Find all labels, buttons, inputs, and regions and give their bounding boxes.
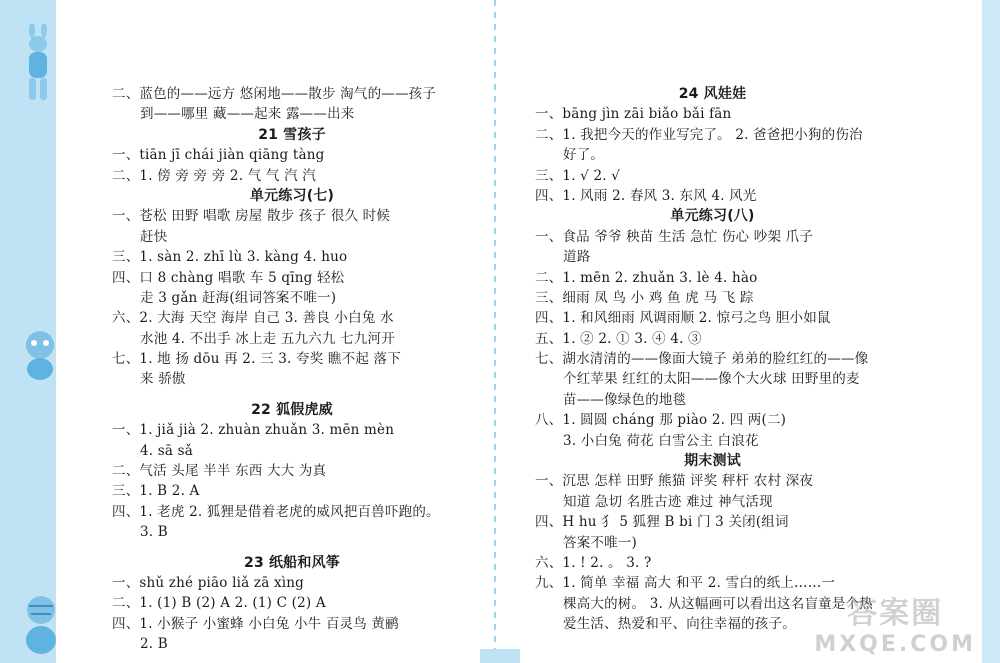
left-section-heading: 21 雪孩子 bbox=[258, 126, 326, 143]
left-answer-line: 二、1. (1) B (2) A 2. (1) C (2) A bbox=[112, 595, 326, 612]
left-answer-line: 一、shǔ zhé piāo liǎ zā xìng bbox=[112, 574, 305, 591]
left-answer-line: 三、1. B 2. A bbox=[112, 483, 200, 500]
left-answer-line: 一、1. jiǎ jià 2. zhuàn zhuǎn 3. mēn mèn bbox=[112, 422, 395, 439]
right-answer-line: 好了。 bbox=[563, 147, 605, 164]
left-answer-line: 4. sā sǎ bbox=[140, 442, 194, 459]
right-answer-line: 四、1. 和风细雨 风调雨顺 2. 惊弓之鸟 胆小如鼠 bbox=[535, 310, 831, 327]
left-section-heading: 单元练习(七) bbox=[249, 187, 335, 204]
right-answer-line: 四、1. 风雨 2. 春风 3. 东风 4. 风光 bbox=[535, 187, 757, 204]
left-answer-line: 二、蓝色的——远方 悠闲地——散步 淘气的——孩子 bbox=[112, 86, 437, 102]
left-section-heading: 22 狐假虎威 bbox=[251, 401, 333, 418]
right-section-heading: 期末测试 bbox=[684, 453, 741, 470]
left-answer-line: 走 3 gǎn 赶海(组词答案不唯一) bbox=[140, 289, 337, 306]
right-answer-line: 二、1. 我把今天的作业写完了。 2. 爸爸把小狗的伤治 bbox=[535, 126, 863, 143]
right-answer-line: 五、1. ② 2. ① 3. ④ 4. ③ bbox=[535, 330, 702, 347]
right-section-heading: 单元练习(八) bbox=[670, 208, 755, 225]
right-answer-line: 个红苹果 红红的太阳——像个大火球 田野里的麦 bbox=[563, 371, 860, 388]
left-spacer bbox=[112, 390, 472, 400]
left-answer-line: 二、1. 傍 旁 旁 旁 2. 气 气 汽 汽 bbox=[112, 167, 316, 184]
left-answer-column bbox=[112, 84, 472, 655]
left-answer-line: 二、气活 头尾 半半 东西 大大 为真 bbox=[112, 463, 327, 480]
right-answer-line: 爱生活、热爱和平、向往幸福的孩子。 bbox=[563, 616, 796, 633]
left-answer-line: 七、1. 地 扬 dōu 再 2. 三 3. 夸奖 瞧不起 落下 bbox=[112, 351, 401, 368]
left-answer-line: 四、1. 小猴子 小蜜蜂 小白兔 小牛 百灵鸟 黄鹂 bbox=[112, 615, 399, 632]
left-answer-line: 一、tiān jī chái jiàn qiāng tàng bbox=[112, 147, 325, 164]
left-answer-line: 一、苍松 田野 唱歌 房屋 散步 孩子 很久 时候 bbox=[112, 208, 391, 225]
left-answer-line: 来 骄傲 bbox=[140, 371, 186, 388]
left-answer-line: 四、1. 老虎 2. 狐狸是借着老虎的威风把百兽吓跑的。 bbox=[112, 503, 440, 520]
left-section-heading: 23 纸船和风筝 bbox=[244, 554, 340, 571]
watermark bbox=[814, 588, 976, 657]
right-answer-line: 四、H hu 犭 5 狐狸 B bi 门 3 关闭(组词 bbox=[535, 514, 789, 531]
left-answer-line: 3. B bbox=[140, 524, 168, 541]
left-answer-line: 四、口 8 chàng 唱歌 车 5 qīng 轻松 bbox=[112, 269, 345, 286]
raccoon-illustration-icon bbox=[14, 325, 66, 385]
left-answer-line: 2. B bbox=[140, 636, 168, 653]
rabbit-illustration-icon bbox=[10, 24, 66, 114]
watermark-bottom-text: MXQE.COM bbox=[814, 632, 976, 657]
right-answer-line: 八、1. 圆圆 cháng 那 piào 2. 四 两(二) bbox=[535, 412, 787, 429]
left-answer-line: 到——哪里 藏——起来 露——出来 bbox=[140, 106, 355, 123]
left-answer-line: 三、1. sàn 2. zhī lù 3. kàng 4. huo bbox=[112, 249, 348, 266]
right-answer-line: 七、湖水清清的——像面大镜子 弟弟的脸红红的——像 bbox=[535, 351, 869, 368]
right-answer-line: 二、1. mēn 2. zhuǎn 3. lè 4. hào bbox=[535, 269, 758, 286]
watermark-top-text: 答案圈 bbox=[847, 596, 944, 631]
right-answer-line: 道路 bbox=[563, 249, 591, 266]
right-answer-line: 一、bāng jìn zāi biǎo bǎi fān bbox=[535, 106, 732, 123]
right-answer-line: 九、1. 简单 幸福 高大 和平 2. 雪白的纸上……一 bbox=[535, 575, 836, 592]
right-answer-line: 六、1. ! 2. 。 3. ? bbox=[535, 554, 652, 571]
right-answer-column bbox=[535, 84, 890, 635]
right-answer-line: 答案不唯一) bbox=[563, 534, 637, 551]
right-answer-line: 三、1. √ 2. √ bbox=[535, 167, 621, 184]
right-answer-line: 棵高大的树。 3. 从这幅画可以看出这名盲童是个热 bbox=[563, 595, 873, 612]
tiger-illustration-icon bbox=[16, 588, 66, 658]
right-answer-line: 3. 小白兔 荷花 白雪公主 白浪花 bbox=[563, 432, 759, 449]
right-answer-line: 三、细雨 凤 鸟 小 鸡 鱼 虎 马 飞 踪 bbox=[535, 289, 754, 306]
right-answer-line: 一、沉思 怎样 田野 熊猫 评奖 秤杆 农村 深夜 bbox=[535, 473, 814, 490]
left-spacer bbox=[112, 543, 472, 553]
right-decorative-strip bbox=[982, 0, 1000, 663]
right-section-heading: 24 风娃娃 bbox=[678, 86, 747, 102]
right-answer-line: 知道 急切 名胜古迹 难过 神气活现 bbox=[563, 493, 773, 510]
right-answer-line: 一、食品 爷爷 秧苗 生活 急忙 伤心 吵架 爪子 bbox=[535, 228, 814, 245]
left-answer-line: 水池 4. 不出手 冰上走 五九六九 七九河开 bbox=[140, 330, 395, 347]
right-answer-line: 苗——像绿色的地毯 bbox=[563, 391, 687, 408]
left-answer-line: 赶快 bbox=[140, 228, 168, 245]
page-tab bbox=[480, 649, 520, 663]
left-answer-line: 六、2. 大海 天空 海岸 自己 3. 善良 小白兔 水 bbox=[112, 310, 394, 327]
page-gutter bbox=[494, 0, 496, 663]
